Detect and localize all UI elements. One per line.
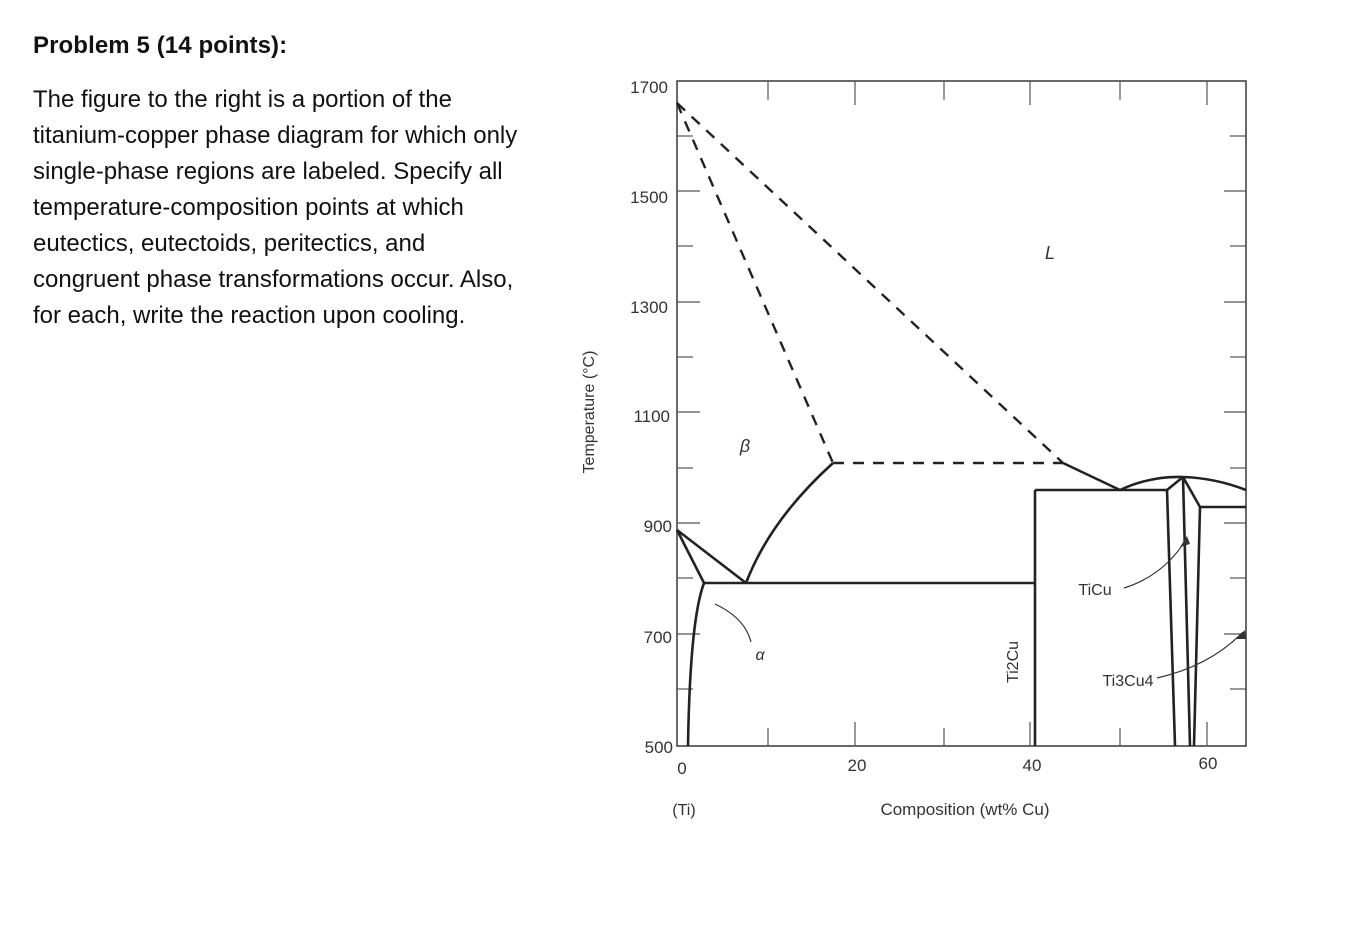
ti3cu4-leader-line: [1157, 632, 1243, 678]
alpha-solvus-line: [688, 583, 704, 746]
leader-arrowheads: [1180, 536, 1246, 639]
ticu-peak-right: [1183, 477, 1200, 507]
ticu-leader-line: [1124, 538, 1187, 588]
dashed-boundaries: [677, 103, 1063, 463]
phase-diagram-figure: [540, 55, 1270, 850]
beta-solvus-line: [746, 463, 833, 583]
y-axis-label: Temperature (°C): [581, 350, 598, 474]
problem-text: The figure to the right is a portion of the titanium-copper phase diagram for which only single-phase regions are labeled. Specify all temperature-composition points at which eutectics, eutectoids, peritectics, and congruent phase transformations occur. Also, for each, write the reaction upon cooling.: [33, 86, 518, 329]
solid-boundaries: [677, 463, 1246, 746]
phase-diagram-svg: [540, 55, 1270, 845]
problem-block: [33, 32, 533, 334]
x-origin-note: (Ti): [672, 802, 696, 819]
y-tick-label: 1300: [630, 298, 668, 317]
x-tick-label: 0: [677, 759, 687, 778]
ticu-right-boundary: [1183, 477, 1190, 746]
liquidus-line: [677, 103, 1063, 463]
beta-alpha-upper-line: [677, 530, 704, 583]
ti2cu-phase-label: Ti2Cu: [1005, 640, 1022, 684]
right-ticks: [1224, 136, 1246, 689]
left-ticks: [677, 136, 700, 689]
x-axis-label: Composition (wt% Cu): [880, 800, 1050, 819]
y-tick-label: 1700: [630, 78, 668, 97]
ticu-phase-label: TiCu: [1078, 582, 1112, 599]
y-tick-label: 1100: [633, 407, 670, 426]
top-ticks: [768, 81, 1207, 105]
ti3cu4-phase-label: Ti3Cu4: [1102, 673, 1154, 690]
problem-title: Problem 5 (14 points):: [33, 32, 288, 59]
y-tick-label: 1500: [630, 188, 668, 207]
y-tick-label: 900: [643, 517, 672, 536]
beta-solidus-line: [677, 103, 833, 463]
x-tick-label: 20: [847, 756, 867, 775]
x-tick-label: 60: [1198, 754, 1218, 773]
x-tick-label: 40: [1022, 756, 1042, 775]
liquidus-right-segment: [1063, 463, 1120, 490]
liquid-phase-label: L: [1044, 243, 1056, 263]
leader-lines: [715, 538, 1243, 678]
alpha-leader-line: [715, 604, 751, 642]
beta-phase-label: β: [739, 436, 751, 456]
ticu-left-boundary: [1167, 490, 1175, 746]
beta-alpha-lower-line: [677, 530, 746, 583]
bottom-ticks: [768, 722, 1207, 746]
y-tick-label: 700: [643, 628, 672, 647]
alpha-phase-label: α: [755, 647, 765, 664]
ticu-peak-left: [1167, 477, 1183, 490]
y-tick-label: 500: [644, 738, 673, 757]
ti3cu4-left-boundary: [1194, 507, 1200, 746]
liquidus-far-right-segment: [1183, 477, 1246, 490]
